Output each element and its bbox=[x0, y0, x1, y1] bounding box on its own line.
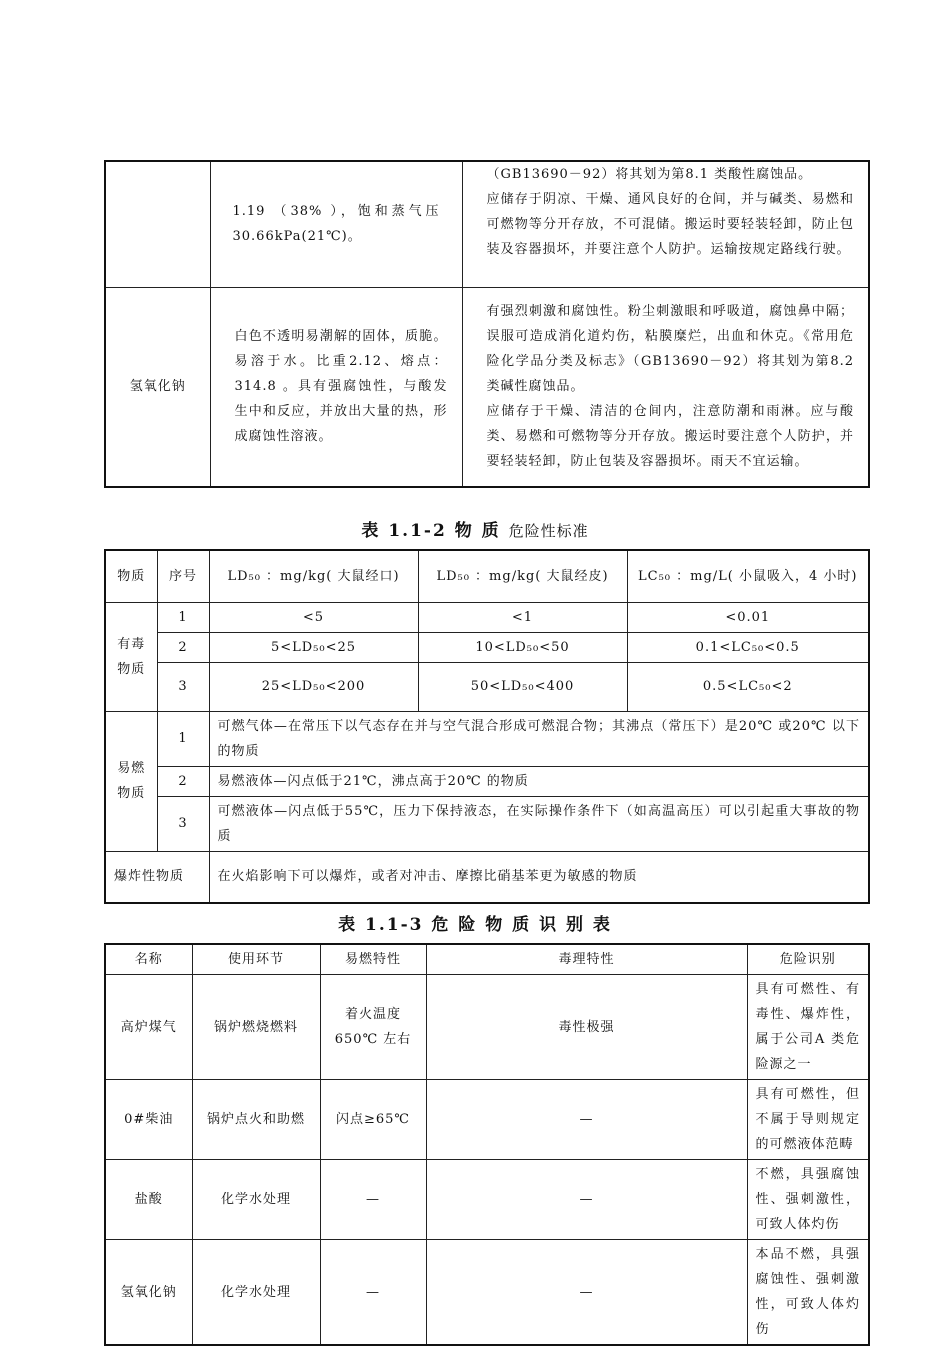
table-cell: 易燃液体—闪点低于21℃，沸点高于20℃ 的物质 bbox=[209, 766, 869, 796]
substance-name bbox=[105, 161, 210, 287]
table-caption bbox=[0, 516, 950, 541]
header-cell: 毒理特性 bbox=[426, 944, 747, 975]
table-cell: 可燃气体—在常压下以气态存在并与空气混合形成可燃混合物；其沸点（常压下）是20℃ 或20℃ 以下的物质 bbox=[209, 711, 869, 766]
substance-name: 氢氧化钠 bbox=[105, 287, 210, 487]
table-cell: — bbox=[426, 1080, 747, 1160]
table-cell: 2 bbox=[157, 766, 209, 796]
table-cell: — bbox=[426, 1240, 747, 1346]
table-cell: 25<LD₅₀<200 bbox=[209, 662, 418, 711]
table-cell: 5<LD₅₀<25 bbox=[209, 632, 418, 662]
table-cell: 3 bbox=[157, 662, 209, 711]
hazard-criteria-table bbox=[104, 549, 870, 904]
table-row bbox=[105, 161, 869, 287]
table-header-row bbox=[105, 944, 869, 975]
table-cell: 50<LD₅₀<400 bbox=[418, 662, 627, 711]
caption-main: 表 1.1-2 物 质 bbox=[361, 521, 501, 541]
table-cell: 氢氧化钠 bbox=[105, 1240, 192, 1346]
table-cell: 0.5<LC₅₀<2 bbox=[627, 662, 869, 711]
table-cell: 着火温度650℃ 左右 bbox=[320, 975, 426, 1080]
category-label: 爆炸性物质 bbox=[105, 851, 209, 903]
hazard-line: 应储存于阴凉、干燥、通风良好的仓间，并与碱类、易燃和可燃物等分开存放，不可混储。搬运时要轻装轻卸，防止包装及容器损坏，并要注意个人防护。运输按规定路线行驶。 bbox=[486, 192, 854, 257]
table-cell: 0.1<LC₅₀<0.5 bbox=[627, 632, 869, 662]
table-cell: <5 bbox=[209, 602, 418, 632]
table-cell: 具有可燃性、有毒性、爆炸性，属于公司A 类危险源之一 bbox=[747, 975, 869, 1080]
caption-sub: 危险性标准 bbox=[508, 522, 589, 540]
table-cell: 锅炉点火和助燃 bbox=[192, 1080, 320, 1160]
table-header-row bbox=[105, 550, 869, 602]
table-cell: 化学水处理 bbox=[192, 1160, 320, 1240]
table-row bbox=[105, 975, 869, 1080]
header-cell: 危险识别 bbox=[747, 944, 869, 975]
table-row bbox=[105, 1160, 869, 1240]
substance-hazard bbox=[462, 287, 869, 487]
table-cell: <1 bbox=[418, 602, 627, 632]
header-cell: LC₅₀ ：mg/L( 小鼠吸入，4 小时) bbox=[627, 550, 869, 602]
table-cell: 3 bbox=[157, 796, 209, 851]
table-row bbox=[105, 796, 869, 851]
table-cell: 0#柴油 bbox=[105, 1080, 192, 1160]
table-cell: 可燃液体—闪点低于55℃，压力下保持液态，在实际操作条件下（如高温高压）可以引起重大事故的物质 bbox=[209, 796, 869, 851]
table-row bbox=[105, 602, 869, 632]
table-cell: 盐酸 bbox=[105, 1160, 192, 1240]
table-row bbox=[105, 287, 869, 487]
header-cell: LD₅₀ ：mg/kg( 大鼠经皮) bbox=[418, 550, 627, 602]
table-row bbox=[105, 662, 869, 711]
table-cell: 高炉煤气 bbox=[105, 975, 192, 1080]
substance-property: 白色不透明易潮解的固体，质脆。易溶于水。比重2.12、熔点：314.8 。具有强腐蚀性，与酸发生中和反应，并放出大量的热，形成腐蚀性溶液。 bbox=[210, 287, 462, 487]
table-row bbox=[105, 851, 869, 903]
header-cell: 易燃特性 bbox=[320, 944, 426, 975]
table-cell: 毒性极强 bbox=[426, 975, 747, 1080]
substance-property-table bbox=[104, 160, 870, 488]
table-row bbox=[105, 1080, 869, 1160]
hazard-line: （GB13690－92）将其划为第8.1 类酸性腐蚀品。 bbox=[486, 167, 813, 182]
header-cell: 物质 bbox=[105, 550, 157, 602]
header-cell: 使用环节 bbox=[192, 944, 320, 975]
header-cell: LD₅₀ ：mg/kg( 大鼠经口) bbox=[209, 550, 418, 602]
table-caption bbox=[0, 910, 950, 935]
category-label: 有毒物质 bbox=[105, 602, 157, 711]
table-cell: 1 bbox=[157, 711, 209, 766]
table-cell: 闪点≥65℃ bbox=[320, 1080, 426, 1160]
table-cell: 化学水处理 bbox=[192, 1240, 320, 1346]
table-cell: 具有可燃性，但不属于导则规定的可燃液体范畴 bbox=[747, 1080, 869, 1160]
table-cell: — bbox=[320, 1240, 426, 1346]
table-cell: 本品不燃，具强腐蚀性、强刺激性，可致人体灼伤 bbox=[747, 1240, 869, 1346]
table-row bbox=[105, 632, 869, 662]
table-cell: — bbox=[320, 1160, 426, 1240]
substance-hazard bbox=[462, 161, 869, 287]
hazard-identification-table bbox=[104, 943, 870, 1346]
table-row bbox=[105, 711, 869, 766]
table-cell: 2 bbox=[157, 632, 209, 662]
table-cell: 在火焰影响下可以爆炸，或者对冲击、摩擦比硝基苯更为敏感的物质 bbox=[209, 851, 869, 903]
header-cell: 序号 bbox=[157, 550, 209, 602]
table-cell: — bbox=[426, 1160, 747, 1240]
table-cell: 不燃，具强腐蚀性、强刺激性，可致人体灼伤 bbox=[747, 1160, 869, 1240]
category-label: 易燃物质 bbox=[105, 711, 157, 851]
table-cell: 1 bbox=[157, 602, 209, 632]
hazard-line: 有强烈刺激和腐蚀性。粉尘刺激眼和呼吸道，腐蚀鼻中隔；误服可造成消化道灼伤，粘膜糜烂，出血和休克。《常用危险化学品分类及标志》（GB13690－92）将其划为第8.2 类碱性腐蚀品。 bbox=[486, 304, 854, 395]
substance-property: 1.19 （38% ），饱和蒸气压30.66kPa(21℃)。 bbox=[210, 161, 462, 287]
hazard-line: 应储存于干燥、清洁的仓间内，注意防潮和雨淋。应与酸类、易燃和可燃物等分开存放。搬运时要注意个人防护，并要轻装轻卸，防止包装及容器损坏。雨天不宜运输。 bbox=[486, 404, 854, 470]
table-row bbox=[105, 766, 869, 796]
table-row bbox=[105, 1240, 869, 1346]
header-cell: 名称 bbox=[105, 944, 192, 975]
table-cell: <0.01 bbox=[627, 602, 869, 632]
caption-main: 表 1.1-3 危 险 物 质 识 别 表 bbox=[338, 915, 612, 935]
table-cell: 10<LD₅₀<50 bbox=[418, 632, 627, 662]
table-cell: 锅炉燃烧燃料 bbox=[192, 975, 320, 1080]
